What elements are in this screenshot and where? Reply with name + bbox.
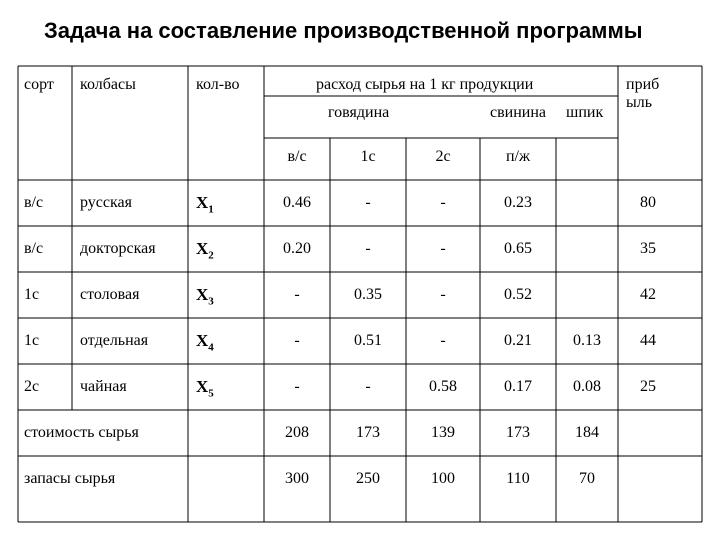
cell-name: докторская [80,240,156,257]
cell-var: $X_4$ [196,331,214,354]
header-raskhod: расход сырья на 1 кг продукции [316,76,534,93]
cell-sort: 2с [24,378,40,395]
cell-profit: 42 [640,286,656,303]
cost-shpik: 184 [575,424,599,441]
cell-1c: 0.35 [354,286,382,303]
cell-2c: - [440,286,446,303]
header-kolbasy: колбасы [80,76,136,93]
cell-1c: - [365,194,371,211]
header-kolvo: кол-во [196,76,240,93]
cell-vs: - [294,286,300,303]
cell-var: $X_2$ [196,239,214,262]
cell-var: $X_3$ [196,285,214,308]
page-title: Задача на составление производственной программы [44,18,643,43]
cell-sort: 1с [24,286,40,303]
header-govyadina: говядина [328,104,390,121]
cost-pzh: 173 [506,424,530,441]
header-sort: сорт [24,76,54,93]
cell-shpik: 0.13 [573,332,601,349]
cell-2c: - [440,332,446,349]
cell-vs: 0.46 [283,194,311,211]
cell-var: $X_1$ [196,193,214,216]
cost-vs: 208 [285,424,309,441]
cell-pzh: 0.21 [504,332,532,349]
cell-1c: 0.51 [354,332,382,349]
header-pzh: п/ж [505,148,531,165]
header-pribyl-line2: ыль [626,94,653,111]
stock-vs: 300 [285,470,309,487]
cell-1c: - [365,378,371,395]
cell-profit: 80 [640,194,656,211]
cell-pzh: 0.52 [504,286,532,303]
cell-name: столовая [80,286,140,303]
cell-sort: в/с [24,194,44,211]
cell-vs: 0.20 [283,240,311,257]
cell-pzh: 0.65 [504,240,532,257]
stock-label: запасы сырья [24,470,116,487]
cell-2c: - [440,194,446,211]
header-1c: 1с [360,148,376,165]
cell-1c: - [365,240,371,257]
cell-vs: - [294,332,300,349]
cell-vs: - [294,378,300,395]
cell-pzh: 0.23 [504,194,532,211]
cost-label: стоимость сырья [24,424,139,441]
stock-1c: 250 [356,470,380,487]
header-2c: 2с [435,148,451,165]
cost-2c: 139 [431,424,455,441]
cell-2c: 0.58 [429,378,457,395]
stock-pzh: 110 [506,470,530,487]
cell-name: чайная [80,378,127,395]
cell-name: отдельная [80,332,149,349]
header-pribyl-line1: приб [626,76,660,93]
cell-profit: 25 [640,378,656,395]
cost-1c: 173 [356,424,380,441]
cell-var: $X_5$ [196,377,214,400]
header-shpik: шпик [566,104,604,121]
cell-pzh: 0.17 [504,378,532,395]
stock-2c: 100 [431,470,455,487]
cell-shpik: 0.08 [573,378,601,395]
cell-sort: 1с [24,332,40,349]
cell-sort: в/с [24,240,44,257]
cell-profit: 35 [640,240,656,257]
header-svinina: свинина [490,104,547,121]
stock-shpik: 70 [579,470,595,487]
cell-2c: - [440,240,446,257]
cell-profit: 44 [640,332,656,349]
header-vs: в/с [287,148,307,165]
cell-name: русская [80,194,132,211]
